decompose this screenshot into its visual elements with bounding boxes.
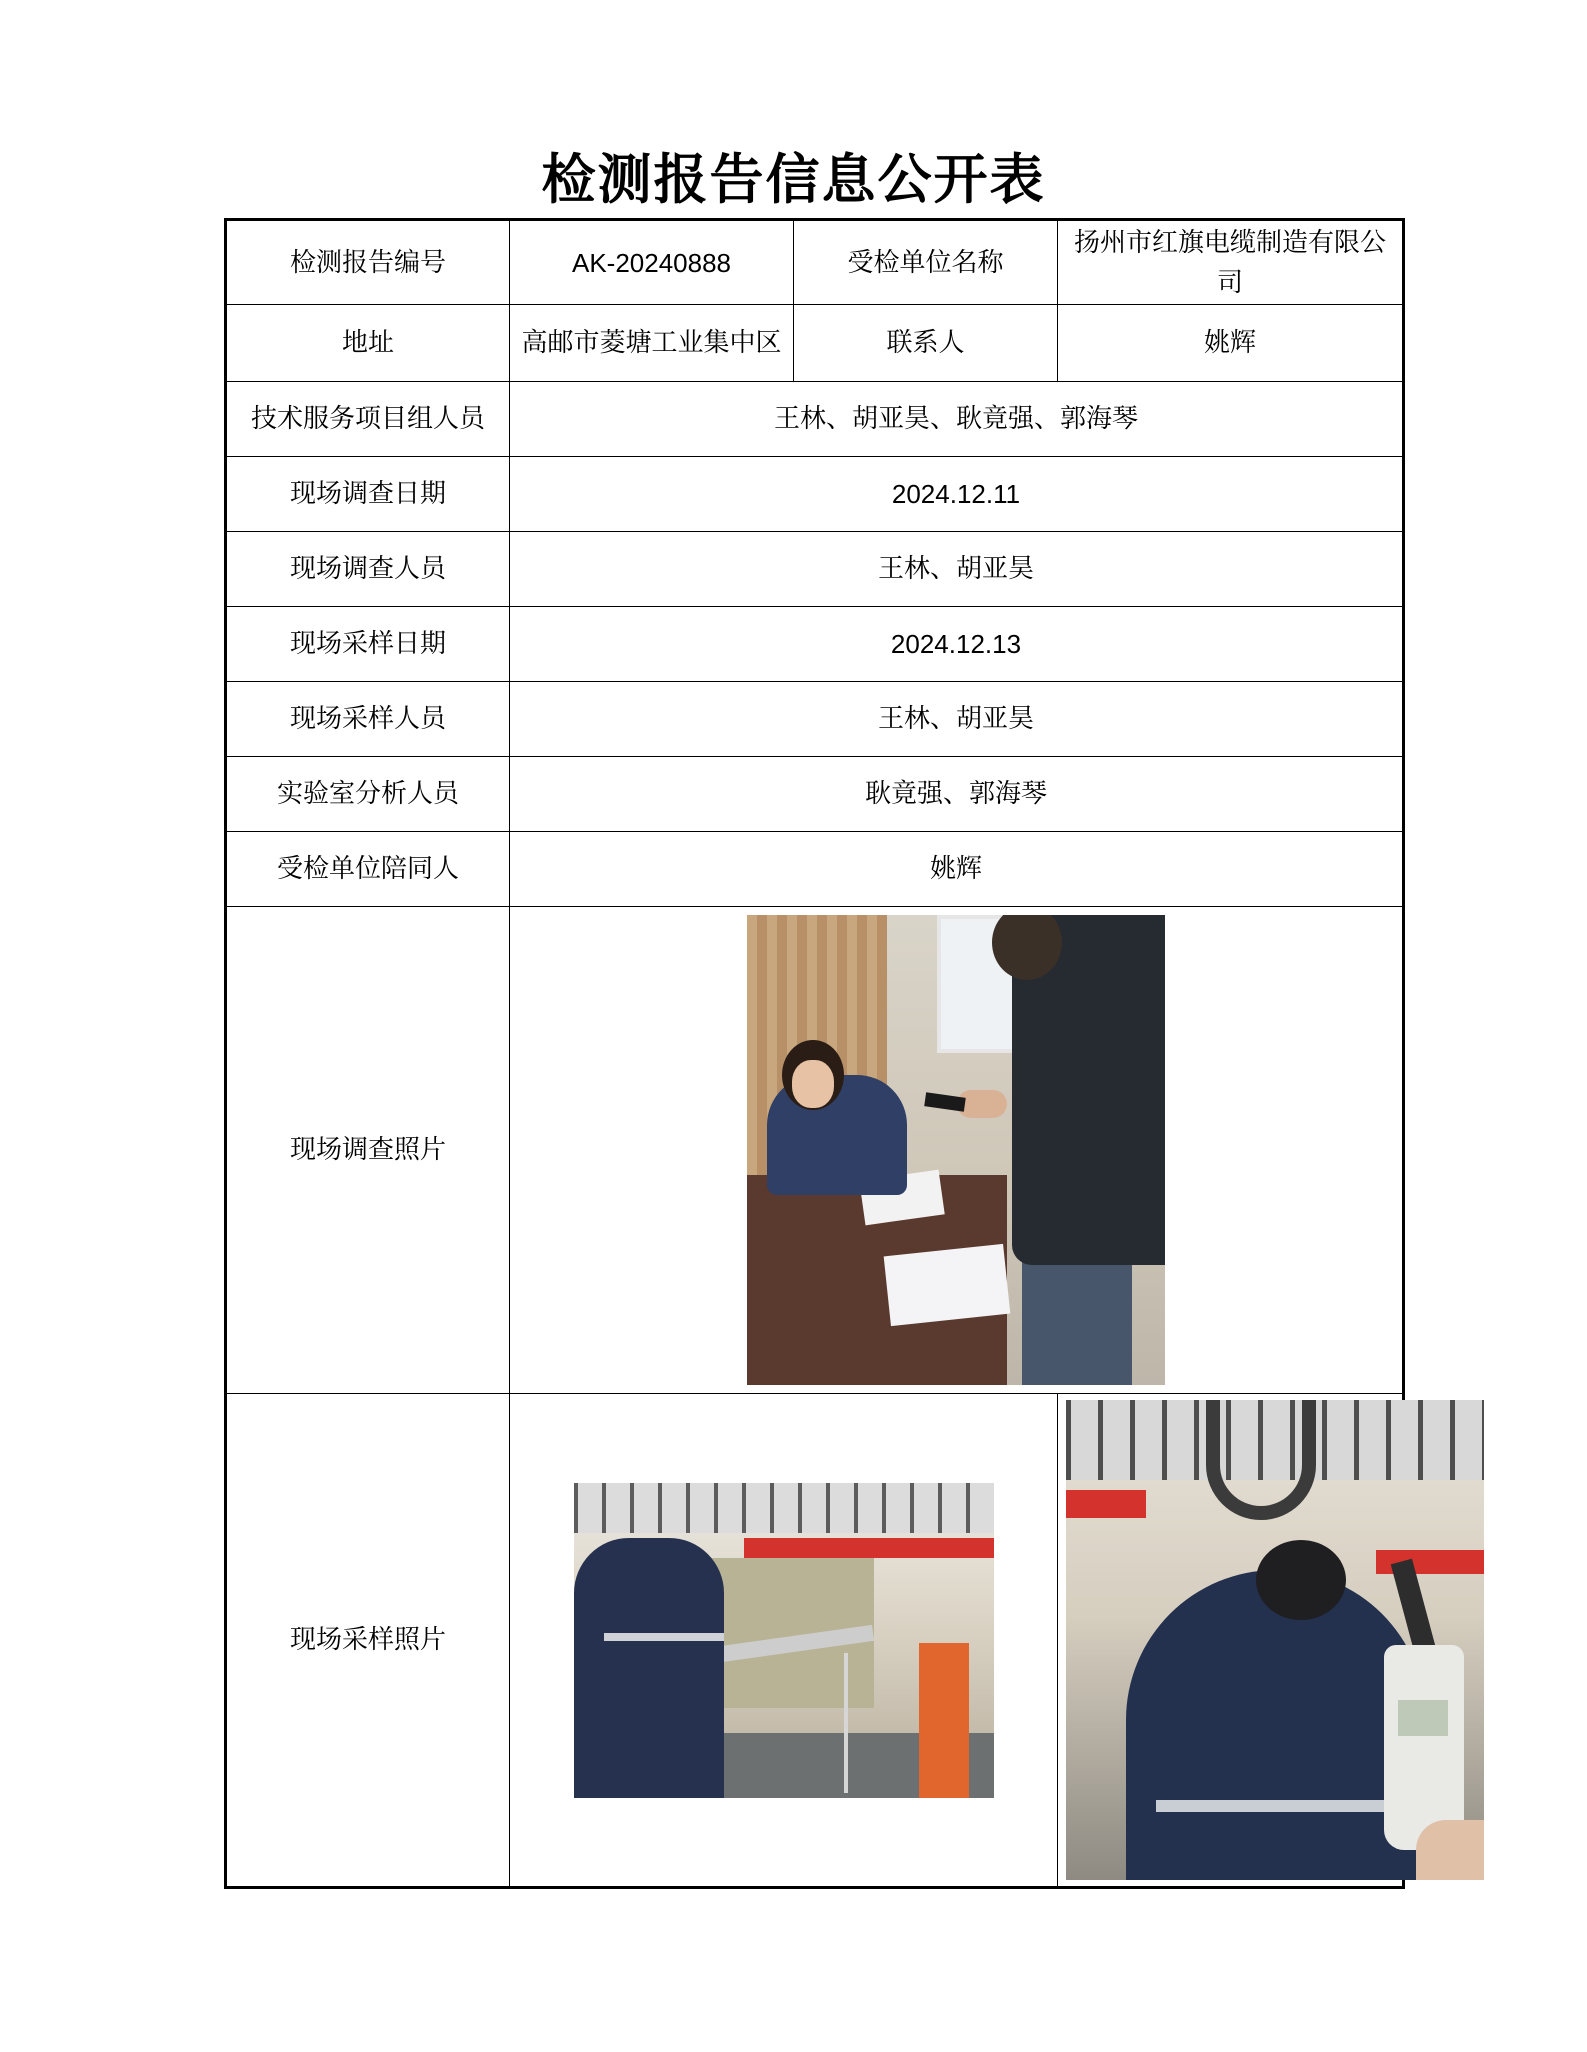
escort-value: 姚辉 [510, 832, 1404, 907]
team-label: 技术服务项目组人员 [226, 382, 510, 457]
sample-photo-2 [1066, 1400, 1484, 1880]
lab-staff-label: 实验室分析人员 [226, 757, 510, 832]
report-no-label: 检测报告编号 [226, 220, 510, 305]
unit-name-label: 受检单位名称 [794, 220, 1058, 305]
address-value: 高邮市菱塘工业集中区 [510, 305, 794, 382]
sample-photo-cell-2 [1058, 1394, 1404, 1888]
sample-date-label: 现场采样日期 [226, 607, 510, 682]
lab-staff-value: 耿竟强、郭海琴 [510, 757, 1404, 832]
table-row [226, 382, 1404, 457]
escort-label: 受检单位陪同人 [226, 832, 510, 907]
contact-value: 姚辉 [1058, 305, 1404, 382]
table-row [226, 1394, 1404, 1888]
table-row [226, 532, 1404, 607]
report-no-value: AK-20240888 [510, 220, 794, 305]
survey-photo [747, 915, 1165, 1385]
contact-label: 联系人 [794, 305, 1058, 382]
table-row [226, 757, 1404, 832]
table-row [226, 457, 1404, 532]
survey-staff-value: 王林、胡亚昊 [510, 532, 1404, 607]
page-title: 检测报告信息公开表 [541, 148, 1046, 211]
sample-staff-value: 王林、胡亚昊 [510, 682, 1404, 757]
survey-date-label: 现场调查日期 [226, 457, 510, 532]
sample-photo-cell-1 [510, 1394, 1058, 1888]
table-row [226, 220, 1404, 305]
report-table [224, 218, 1405, 1889]
sample-date-value: 2024.12.13 [510, 607, 1404, 682]
table-row [226, 832, 1404, 907]
survey-photo-cell [510, 907, 1404, 1394]
table-row [226, 305, 1404, 382]
address-label: 地址 [226, 305, 510, 382]
table-row [226, 607, 1404, 682]
sample-staff-label: 现场采样人员 [226, 682, 510, 757]
survey-staff-label: 现场调查人员 [226, 532, 510, 607]
table-row [226, 907, 1404, 1394]
survey-date-value: 2024.12.11 [510, 457, 1404, 532]
table-row [226, 682, 1404, 757]
team-value: 王林、胡亚昊、耿竟强、郭海琴 [510, 382, 1404, 457]
sample-photo-1 [574, 1483, 994, 1798]
sample-photo-label: 现场采样照片 [226, 1394, 510, 1888]
unit-name-value: 扬州市红旗电缆制造有限公司 [1058, 220, 1404, 305]
survey-photo-label: 现场调查照片 [226, 907, 510, 1394]
